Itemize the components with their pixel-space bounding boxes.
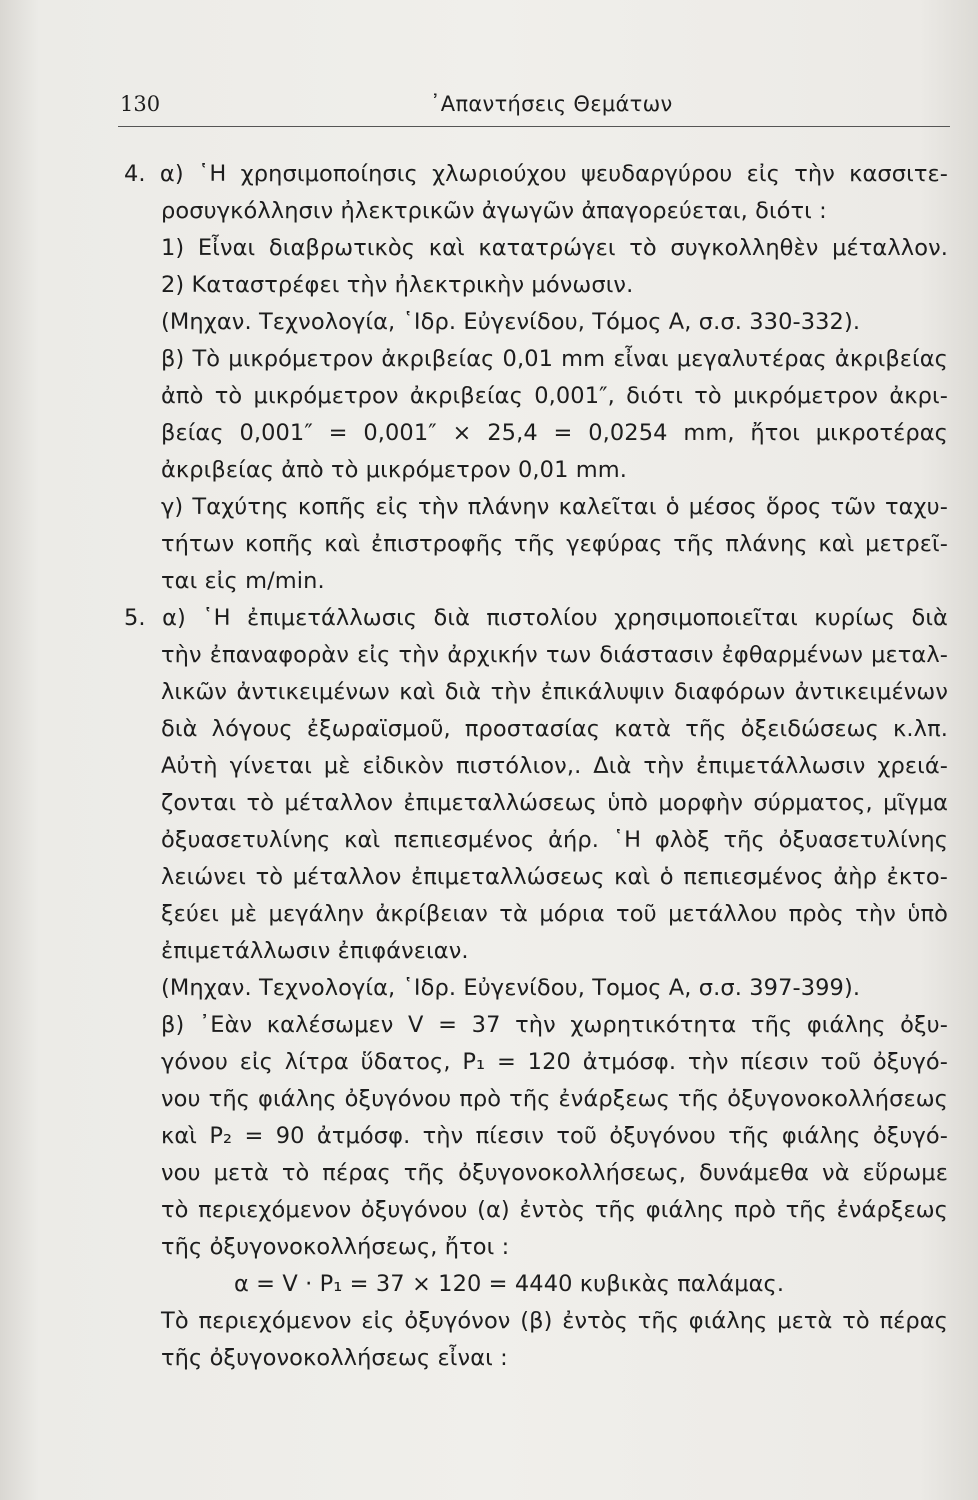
text-line: 5. α) ῾Η ἐπιμετάλλωσις διὰ πιστολίου χρησιμοποιεῖται κυρίως διὰ (124, 605, 948, 631)
text-line: β) ᾿Εὰν καλέσωμεν V = 37 τὴν χωρητικότητα τῆς φιάλης ὀξυ- (161, 1012, 948, 1038)
page-header (120, 92, 945, 122)
text-line: ἀπὸ τὸ μικρόμετρον ἀκριβείας 0,001″, διότι τὸ μικρόμετρον ἀκρι- (161, 383, 948, 409)
running-title: ᾿Απαντήσεις Θεμάτων (430, 92, 673, 116)
text-line: γ) Ταχύτης κοπῆς εἰς τὴν πλάνην καλεῖται ὁ μέσος ὅρος τῶν ταχυ- (161, 494, 948, 520)
body-text (124, 156, 948, 1377)
equation-line: α = V · P₁ = 37 × 120 = 4440 κυβικὰς παλάμας. (234, 1271, 785, 1297)
text-line: λικῶν ἀντικειμένων καὶ διὰ τὴν ἐπικάλυψιν διαφόρων ἀντικειμένων (161, 679, 948, 705)
text-line: 2) Καταστρέφει τὴν ἠλεκτρικὴν μόνωσιν. (161, 272, 634, 298)
text-line: τῆς ὀξυγονοκολλήσεως, ἤτοι : (161, 1234, 510, 1260)
text-line: ἀκριβείας ἀπὸ τὸ μικρόμετρον 0,01 mm. (161, 457, 628, 483)
text-line: διὰ λόγους ἐξωραϊσμοῦ, προστασίας κατὰ τῆς ὀξειδώσεως κ.λπ. (161, 716, 948, 742)
header-rule (118, 126, 950, 127)
text-line: καὶ P₂ = 90 ἀτμόσφ. τὴν πίεσιν τοῦ ὀξυγόνου τῆς φιάλης ὀξυγό- (161, 1123, 948, 1149)
text-line: νου τῆς φιάλης ὀξυγόνου πρὸ τῆς ἐνάρξεως τῆς ὀξυγονοκολλήσεως (161, 1086, 948, 1112)
text-line: ροσυγκόλλησιν ἠλεκτρικῶν ἀγωγῶν ἀπαγορεύεται, διότι : (161, 198, 827, 224)
text-line: 4. α) ῾Η χρησιμοποίησις χλωριούχου ψευδαργύρου εἰς τὴν κασσιτε- (124, 161, 948, 187)
text-line: ζονται τὸ μέταλλον ἐπιμεταλλώσεως ὑπὸ μορφὴν σύρματος, μῖγμα (161, 790, 948, 816)
text-line: ὀξυασετυλίνης καὶ πεπιεσμένος ἀήρ. ῾Η φλὸξ τῆς ὀξυασετυλίνης (161, 827, 948, 853)
text-line: Τὸ περιεχόμενον εἰς ὀξυγόνον (β) ἐντὸς τῆς φιάλης μετὰ τὸ πέρας (161, 1308, 948, 1334)
text-line: γόνου εἰς λίτρα ὕδατος, P₁ = 120 ἀτμόσφ. τὴν πίεσιν τοῦ ὀξυγό- (161, 1049, 948, 1075)
page-number: 130 (120, 92, 161, 116)
text-line: τῆς ὀξυγονοκολλήσεως εἶναι : (161, 1345, 508, 1371)
text-line: τὴν ἐπαναφορὰν εἰς τὴν ἀρχικήν των διάστασιν ἐφθαρμένων μεταλ- (161, 642, 948, 668)
text-line: ται εἰς m/min. (161, 568, 325, 594)
text-line: (Μηχαν. Τεχνολογία, ῾Ιδρ. Εὐγενίδου, Τομος Α, σ.σ. 397-399). (161, 975, 861, 1001)
text-line: λειώνει τὸ μέταλλον ἐπιμεταλλώσεως καὶ ὁ πεπιεσμένος ἀὴρ ἐκτο- (161, 864, 948, 890)
text-line: τήτων κοπῆς καὶ ἐπιστροφῆς τῆς γεφύρας τῆς πλάνης καὶ μετρεῖ- (161, 531, 948, 557)
text-line: νου μετὰ τὸ πέρας τῆς ὀξυγονοκολλήσεως, δυνάμεθα νὰ εὕρωμε (161, 1160, 948, 1186)
text-line: 1) Εἶναι διαβρωτικὸς καὶ κατατρώγει τὸ συγκολληθὲν μέταλλον. (161, 235, 948, 261)
text-line: ξεύει μὲ μεγάλην ἀκρίβειαν τὰ μόρια τοῦ μετάλλου πρὸς τὴν ὑπὸ (161, 901, 948, 927)
text-line: βείας 0,001″ = 0,001″ × 25,4 = 0,0254 mm, ἤτοι μικροτέρας (161, 420, 948, 446)
text-line: Αὐτὴ γίνεται μὲ εἰδικὸν πιστόλιον,. Διὰ τὴν ἐπιμετάλλωσιν χρειά- (161, 753, 948, 779)
text-line: (Μηχαν. Τεχνολογία, ῾Ιδρ. Εὐγενίδου, Τόμος Α, σ.σ. 330-332). (161, 309, 861, 335)
text-line: ἐπιμετάλλωσιν ἐπιφάνειαν. (161, 938, 469, 964)
text-line: τὸ περιεχόμενον ὀξυγόνου (α) ἐντὸς τῆς φιάλης πρὸ τῆς ἐνάρξεως (161, 1197, 948, 1223)
text-line: β) Τὸ μικρόμετρον ἀκριβείας 0,01 mm εἶναι μεγαλυτέρας ἀκριβείας (161, 346, 948, 372)
